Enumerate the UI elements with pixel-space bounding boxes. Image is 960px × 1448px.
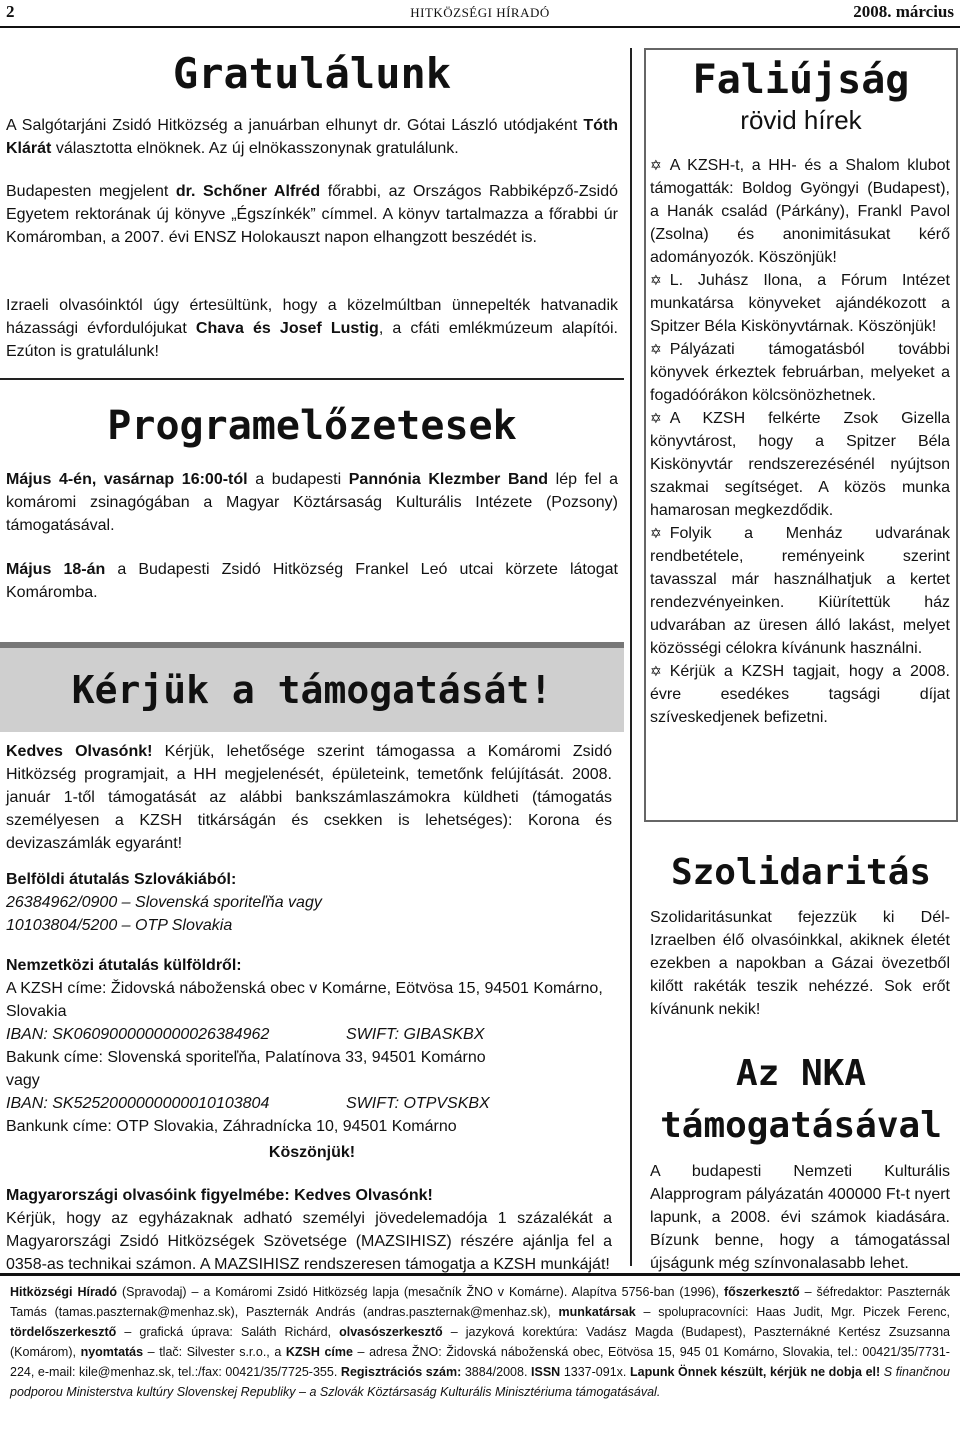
item-text: Folyik a Menház udvarának rendbetétele, reményeink szerint tavasszal már használhatjuk a kertet rendezvényeinken. Kiürítettük ház udvarában az üresen álló lakást, melyet közösségi célokra kívánunk használni.: [650, 525, 950, 657]
greeting: Kedves Olvasónk!: [6, 743, 153, 760]
program-paragraph-2: [6, 558, 618, 604]
star-of-david-icon: ✡: [650, 663, 662, 679]
role-label: KZSH címe: [285, 1345, 353, 1359]
page-number: 2: [6, 2, 15, 21]
support-intro: [6, 740, 612, 855]
star-of-david-icon: ✡: [650, 157, 662, 173]
imprint-text: [10, 1282, 950, 1402]
text: Budapesten megjelent: [6, 183, 169, 200]
text: Kérjük, hogy az egyházaknak adható személyi jövedelemadója 1 százalékát a Magyarországi Zsidó Hitközségek Szövetsége (MAZSIHISZ) részére ajánlja fel a 0358-as technikai számon. A MAZSIHISZ rendszeresen támogatja a KZSH munkáját!: [6, 1210, 612, 1273]
text: – grafická úprava: Saláth Richárd,: [124, 1325, 332, 1339]
page-header: [0, 0, 960, 28]
column-divider: [630, 48, 632, 1266]
text: (Spravodaj) – a Komáromi Zsidó Hitközség lapja (mesačník ŽNO v Komárne). Alapítva 5756-ban (1996),: [121, 1285, 720, 1299]
list-item: [650, 660, 950, 729]
role-label: Regisztrációs szám:: [340, 1365, 462, 1379]
star-of-david-icon: ✡: [650, 341, 662, 357]
star-of-david-icon: ✡: [650, 272, 662, 288]
issue-date: 2008. március: [853, 2, 954, 21]
role-label: nyomtatás: [80, 1345, 144, 1359]
notice: Lapunk Önnek készült, kérjük ne dobja el!: [630, 1365, 881, 1379]
role-label: olvasószerkesztő: [339, 1325, 443, 1339]
role-label: főszerkesztő: [723, 1285, 800, 1299]
text: 1337-091x.: [563, 1365, 627, 1379]
or-text: vagy: [6, 1072, 40, 1089]
gratulalunk-section: [6, 48, 618, 100]
szolidaritas-title: Szolidaritás: [670, 852, 932, 893]
iban-1: IBAN: SK0609000000000026384962: [6, 1026, 270, 1043]
account-line: 26384962/0900 – Slovenská sporiteľňa vagy: [6, 894, 322, 911]
faliujsag-list: [650, 154, 950, 729]
text: főrabbi, az Országos Rabbiképző-Zsidó Egyetem rektorának új könyve „Égszínkék” címmel. A könyv tartalmazza a főrabbi úr Komáromban, a 2007. évi ENSZ Holokauszt napon elhangzott beszédét is.: [6, 183, 618, 246]
nka-title-line-2: támogatásával: [660, 1105, 942, 1146]
faliujsag-subtitle: rövid hírek: [740, 105, 862, 135]
role-label: ISSN: [531, 1365, 561, 1379]
publication-name: HITKÖZSÉGI HÍRADÓ: [410, 5, 550, 20]
text: A Salgótarjáni Zsidó Hitközség a januárban elhunyt dr. Gótai László utódjaként: [6, 117, 578, 134]
section-divider: [0, 378, 624, 380]
bank-address-1: Bakunk címe: Slovenská sporiteľňa, Palatínova 33, 94501 Komárno: [6, 1049, 486, 1066]
address-line: A KZSH címe: Židovská náboženská obec v Komárne, Eötvösa 15, 94501 Komárno, Slovakia: [6, 980, 603, 1020]
bold-date: Május 4-én, vasárnap 16:00-tól: [6, 471, 248, 488]
faliujsag-title: Faliújság: [692, 57, 910, 103]
gratulalunk-title: Gratulálunk: [172, 49, 452, 98]
text: Kérjük, lehetősége szerint támogassa a Komáromi Zsidó Hitközség programjait, a HH megjelenését, épületeink, temetőnk felújítását. 2008. január 1-től támogatását az alábbi bankszámlaszámokra küldheti (támogatás személyesen a KZSH titkárságán és csekken is lehetséges): Korona és devizaszámlák egyaránt!: [6, 743, 613, 852]
nka-title-line-1: Az NKA: [735, 1053, 867, 1094]
program-paragraph-1: [6, 468, 618, 537]
text: , a cfáti emlékmúzeum alapítói. Ezúton is gratulálunk!: [6, 320, 619, 360]
role-label: munkatársak: [558, 1305, 636, 1319]
hungarian-readers-note: [6, 1184, 612, 1276]
text: a budapesti: [255, 471, 342, 488]
nka-text: A budapesti Nemzeti Kulturális Alapprogram pályázatán 400000 Ft-t nyert lapunk, a 2008. évi számok kiadására. Bízunk benne, hogy a támogatással újságunk még színvonalasabb lehet.: [650, 1163, 950, 1272]
account-line: 10103804/5200 – OTP Slovakia: [6, 917, 233, 934]
list-item: [650, 522, 950, 660]
text: választotta elnöknek. Az új elnökasszonynak gratulálunk.: [55, 140, 459, 157]
text: a Budapesti Zsidó Hitközség Frankel Leó utcai körzete látogat Komáromba.: [6, 561, 618, 601]
sponsor-note: S finančnou podporou Ministerstva kultúry Slovenskej Republiky – a Szlovák Köztársaság Kulturális Minisztériuma támogatásával.: [10, 1365, 950, 1399]
bold-date: Május 18-án: [6, 561, 106, 578]
swift-1: SWIFT: GIBASKBX: [346, 1026, 485, 1043]
bold-name: Tóth Klárát: [6, 117, 618, 157]
role-label: tördelőszerkesztő: [10, 1325, 117, 1339]
thanks-text: Köszönjük!: [268, 1144, 356, 1161]
imprint-footer: [0, 1273, 960, 1448]
bank-address-2: Bankunk címe: OTP Slovakia, Záhradnícka 10, 94501 Komárno: [6, 1118, 457, 1135]
szolidaritas-text: Szolidaritásunkat fejezzük ki Dél-Izraelben élő olvasóinkkal, akiknek életét ezekben a napokban a Gázai övezetből kilőtt rakéták teszik nehézzé. Sok erőt kívánunk nekik!: [650, 909, 950, 1018]
list-item: [650, 407, 950, 522]
star-of-david-icon: ✡: [650, 410, 662, 426]
item-text: A KZSH felkérte Zsok Gizella könyvtárost, hogy a Spitzer Béla Kiskönyvtár rendszerezésénél nyújtson szakmai segítséget. A közös munka hamarosan megkezdődik.: [650, 410, 950, 519]
hu-heading: Magyarországi olvasóink figyelmébe: Kedves Olvasónk!: [6, 1187, 433, 1204]
bold-name: Chava és Josef Lustig: [195, 320, 379, 337]
domestic-heading: Belföldi átutalás Szlovákiából:: [6, 871, 237, 888]
list-item: [650, 338, 950, 407]
bold-name: dr. Schőner Alfréd: [175, 183, 321, 200]
iban-2: IBAN: SK5252000000000010103804: [6, 1095, 270, 1112]
list-item: [650, 154, 950, 269]
gratulalunk-paragraph-1: [6, 114, 618, 160]
text: – šéfredaktor: Paszternák Tamás (tamas.paszternak@menhaz.sk), Paszternák András (andras.paszternak@menhaz.sk),: [10, 1285, 950, 1319]
gratulalunk-paragraph-2: [6, 180, 618, 249]
intl-heading: Nemzetközi átutalás külföldről:: [6, 957, 242, 974]
text: lép fel a komáromi zsinagógában a Magyar Köztársaság Kulturális Intézete (Pozsony) támogatásával.: [6, 471, 619, 534]
star-of-david-icon: ✡: [650, 525, 662, 541]
item-text: A KZSH-t, a HH- és a Shalom klubot támogatták: Boldog Gyöngyi (Budapest), a Hanák család (Párkány), Frankl Pavol (Zsolna) és anonimitásukat kérő adományozók. Köszönjük!: [650, 157, 950, 266]
domestic-transfer: [6, 868, 612, 937]
gratulalunk-paragraph-3: [6, 294, 618, 363]
text: – tlač: Silvester s.r.o., a: [147, 1345, 282, 1359]
publication-name: Hitközségi Híradó: [10, 1285, 118, 1299]
text: 3884/2008.: [464, 1365, 528, 1379]
list-item: [650, 269, 950, 338]
item-text: Pályázati támogatásból további könyvek érkeztek februárban, melyeket a fogadóórákon kölcsönözhetnek.: [650, 341, 950, 404]
swift-2: SWIFT: OTPVSKBX: [346, 1095, 490, 1112]
text: Izraeli olvasóinktól úgy értesültünk, hogy a közelmúltban ünnepelték hatvanadik házassági évfordulójukat: [6, 297, 618, 337]
international-transfer: [6, 954, 612, 1138]
program-title: Programelőzetesek: [107, 403, 517, 449]
nka-title: [644, 1048, 958, 1152]
text: – adresa ŽNO: Židovská náboženská obec, Eötvösa 15, 945 01 Komárno, Slovakia, tel.: 00421/35/7731-224, e-mail: kile@menhaz.sk, tel.:/fax: 00421/35/7725-355.: [10, 1345, 950, 1379]
support-title: Kérjük a támogatását!: [71, 668, 553, 712]
bold-name: Pannónia Klezmber Band: [348, 471, 549, 488]
item-text: Kérjük a KZSH tagjait, hogy a 2008. évre esedékes tagsági díjat szíveskedjenek befizetni.: [650, 663, 950, 726]
text: – jazyková korektúra: Vadász Magda (Budapest), Paszternákné Kertész Zsuzsanna (Komárom),: [10, 1325, 950, 1359]
item-text: L. Juhász Ilona, a Fórum Intézet munkatársa könyveket ajándékozott a Spitzer Béla Kiskönyvtárnak. Köszönjük!: [650, 272, 950, 335]
text: – spolupracovníci: Haas Judit, Mgr. Piczek Ferenc,: [643, 1305, 950, 1319]
